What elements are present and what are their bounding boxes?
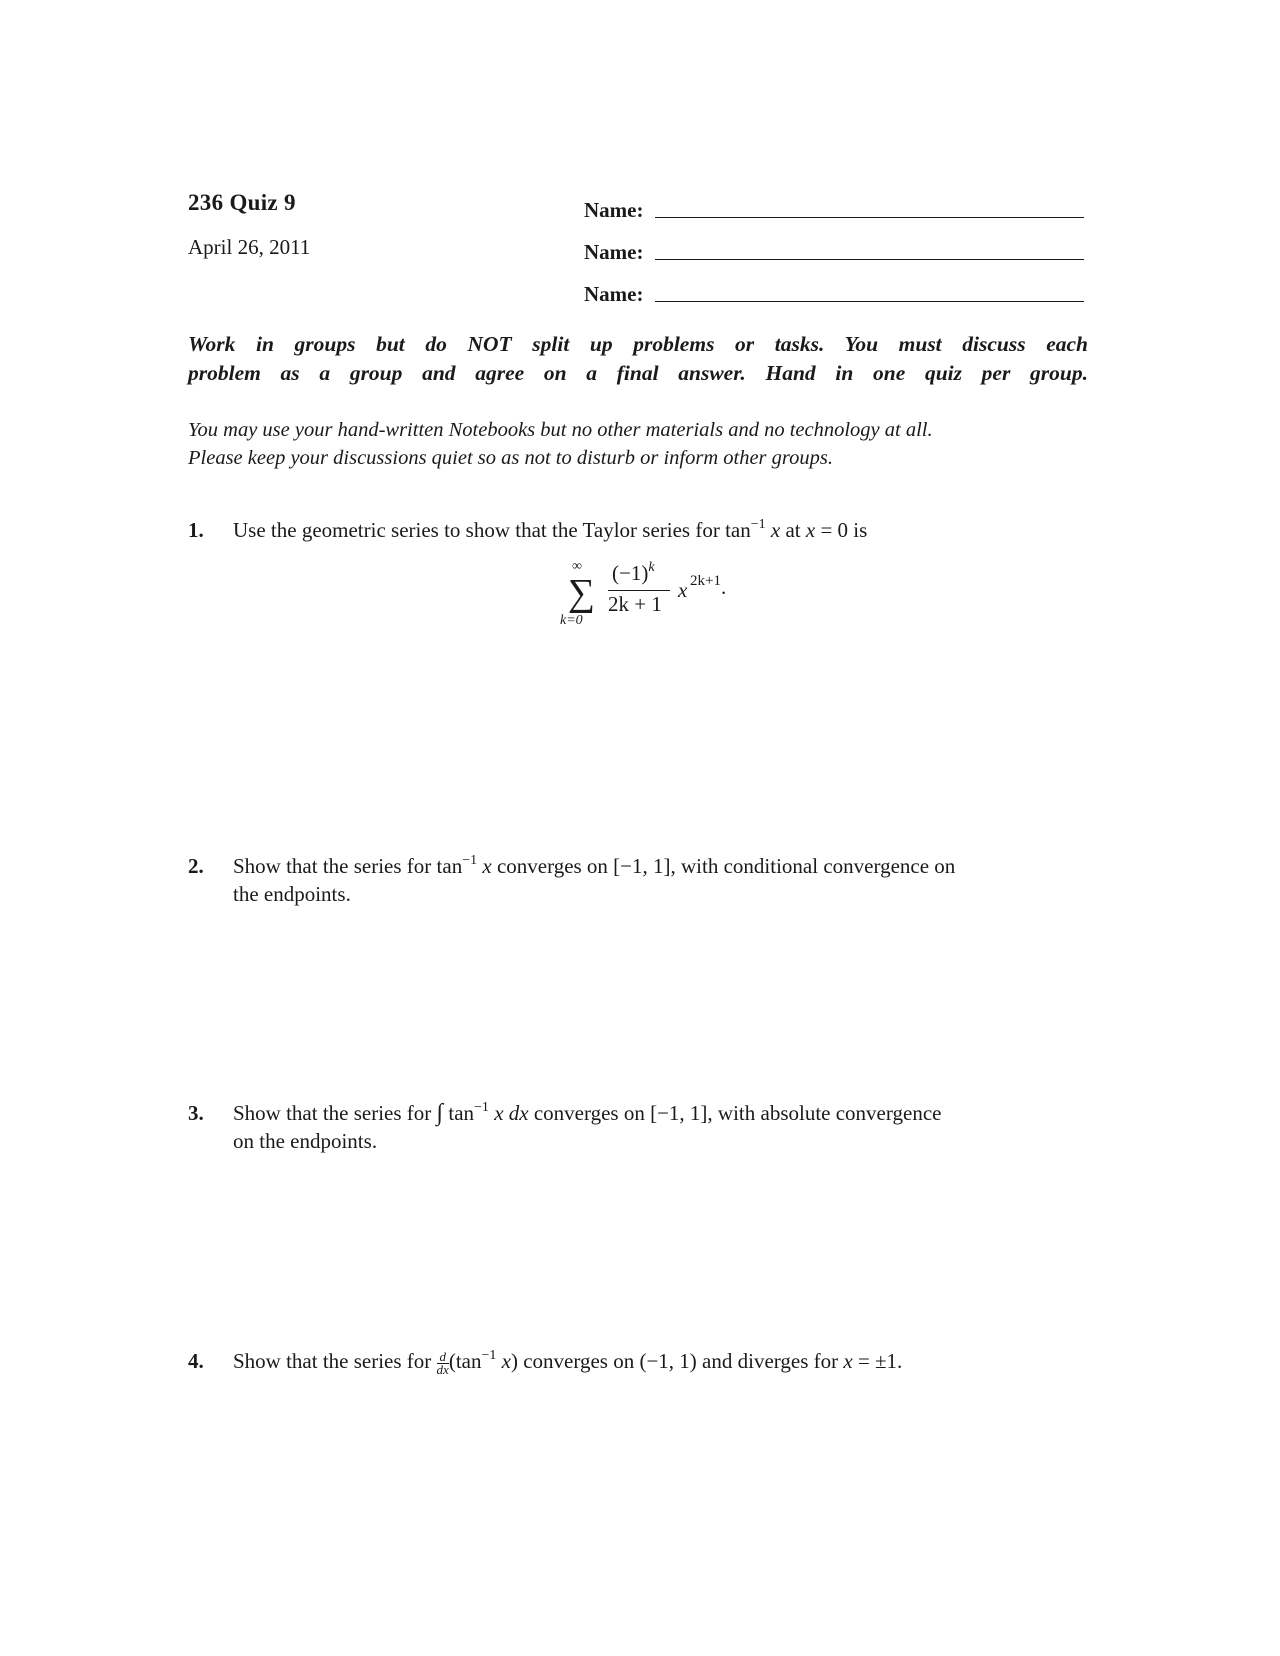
materials-instructions: [188, 416, 1088, 472]
superscript: −1: [462, 853, 478, 868]
fraction-numerator: [612, 561, 655, 585]
superscript: −1: [474, 1100, 489, 1115]
formula-period: .: [720, 575, 727, 599]
integral-symbol: ∫: [436, 1100, 444, 1126]
sum-lower-limit: k=0: [560, 613, 583, 628]
name-label: Name:: [584, 240, 644, 264]
derivative-operator: [437, 1351, 449, 1376]
problem-statement: [233, 516, 1088, 544]
problem-text: Use the geometric series to show that the Taylor series for tan: [233, 518, 751, 542]
power-base: x: [678, 578, 688, 602]
group-instructions: [188, 330, 1088, 388]
problem-number: 4.: [188, 1349, 204, 1373]
problem-text: converges on [−1, 1], with absolute convergence: [528, 1101, 942, 1125]
instruction-line: problem as a group and agree on a final answer. Hand in one quiz per group.: [188, 361, 1088, 385]
instruction-line: Please keep your discussions quiet so as not to disturb or inform other groups.: [188, 447, 833, 469]
math-variable: x: [770, 518, 781, 542]
problem-text: ) converges on (−1, 1) and diverges for: [510, 1349, 844, 1373]
superscript: −1: [481, 1348, 497, 1363]
summation-symbol: ∑: [568, 572, 596, 614]
problem-number: 1.: [188, 518, 204, 542]
problem-2: [188, 852, 1088, 908]
exponent-text: 2k+1: [690, 573, 721, 589]
name-blank-line[interactable]: [655, 301, 1084, 302]
problem-text: Show that the series for: [233, 1101, 437, 1125]
name-field-2: [584, 232, 1084, 264]
problem-text: Show that the series for tan: [233, 854, 463, 878]
problem-text: = 0 is: [815, 518, 868, 542]
name-field-1: [584, 190, 1084, 222]
math-variable: x: [482, 854, 492, 878]
problem-3: [188, 1099, 1088, 1155]
fraction-bar: [608, 590, 670, 591]
numerator-exponent: k: [648, 560, 655, 575]
problem-text: = ±1.: [852, 1349, 903, 1373]
problem-text: on the endpoints.: [233, 1129, 378, 1153]
numerator-text: (−1): [612, 561, 649, 585]
problem-text: tan: [443, 1101, 475, 1125]
problem-text: Show that the series for: [233, 1349, 437, 1373]
problem-1: [188, 516, 1088, 544]
problem-text: (tan: [448, 1349, 482, 1373]
problem-text: the endpoints.: [233, 882, 351, 906]
fraction-denominator: 2k + 1: [608, 592, 662, 616]
derivative-denominator: dx: [436, 1362, 449, 1377]
superscript: −1: [750, 517, 766, 532]
math-variable: x: [501, 1349, 511, 1373]
problem-number: 2.: [188, 854, 204, 878]
power-exponent: [690, 570, 727, 599]
problem-statement: [233, 1347, 1088, 1376]
math-variable: x: [805, 518, 816, 542]
problem-statement: [233, 852, 1088, 908]
problem-4: [188, 1347, 1088, 1376]
problem-text: converges on [−1, 1], with conditional convergence on: [491, 854, 956, 878]
name-label: Name:: [584, 282, 644, 306]
instruction-line: Work in groups but do NOT split up problems or tasks. You must discuss each: [188, 332, 1088, 356]
name-blank-line[interactable]: [655, 217, 1084, 218]
problem-number: 3.: [188, 1101, 204, 1125]
math-variable: x dx: [494, 1101, 529, 1125]
name-label: Name:: [584, 198, 644, 222]
taylor-series-formula: [560, 560, 760, 640]
quiz-date: April 26, 2011: [188, 235, 311, 259]
sum-upper-limit: ∞: [572, 559, 582, 574]
derivative-numerator: d: [437, 1351, 449, 1364]
problem-text: at: [780, 518, 806, 542]
name-field-3: [584, 274, 1084, 306]
problem-statement: [233, 1099, 1088, 1155]
name-blank-line[interactable]: [655, 259, 1084, 260]
course-title: 236 Quiz 9: [188, 190, 296, 215]
instruction-line: You may use your hand-written Notebooks but no other materials and no technology at all.: [188, 419, 933, 441]
math-variable: x: [843, 1349, 853, 1373]
